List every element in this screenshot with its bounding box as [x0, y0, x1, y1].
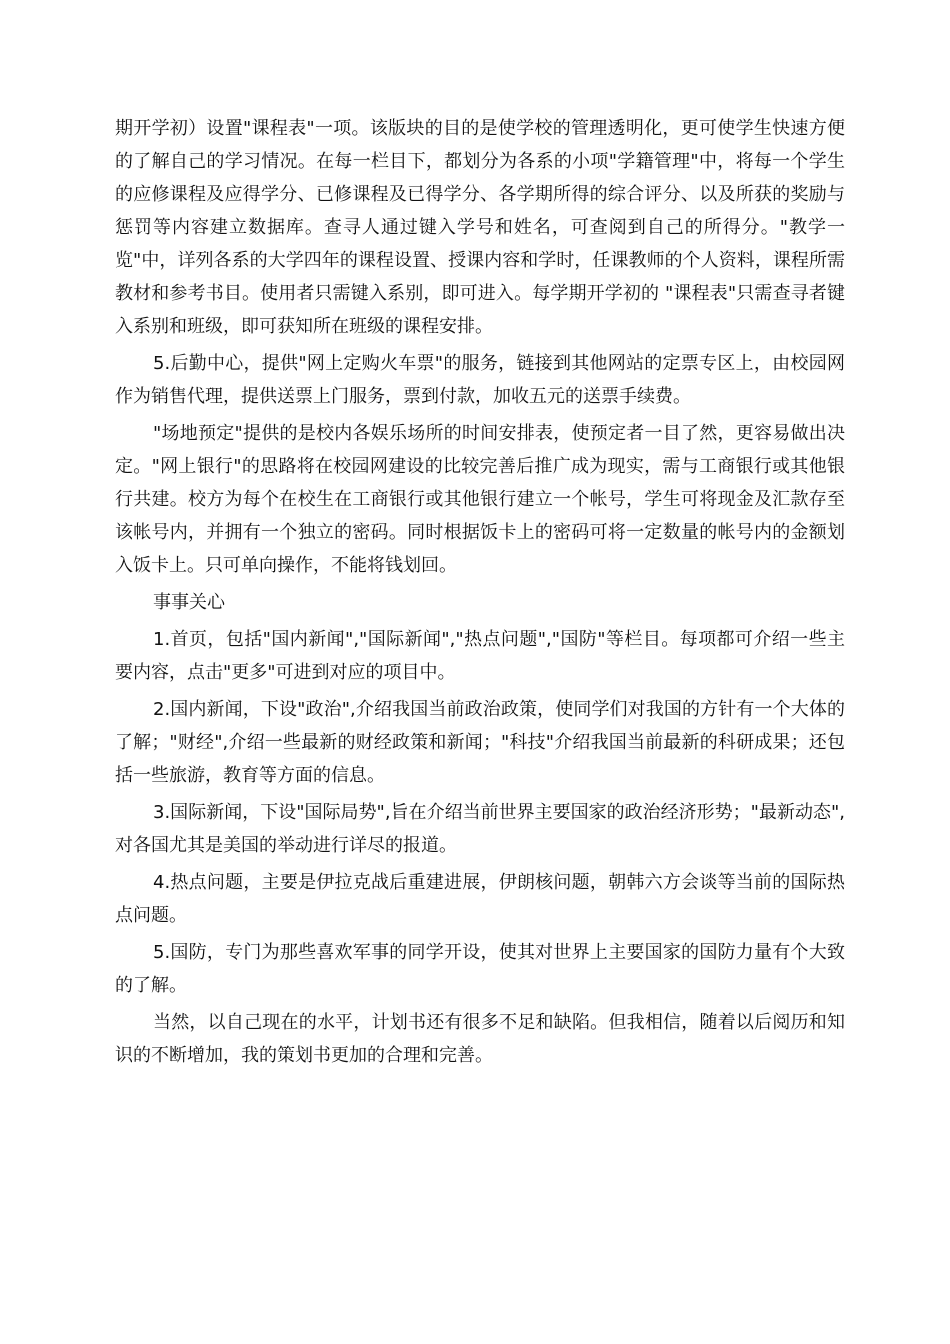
- paragraph-home-page: 1.首页，包括"国内新闻","国际新闻","热点问题","国防"等栏目。每项都可介绍一些主要内容，点击"更多"可进到对应的项目中。: [115, 629, 845, 683]
- paragraph-hot-topics: 4.热点问题，主要是伊拉克战后重建进展，伊朗核问题，朝韩六方会谈等当前的国际热点问题。: [115, 872, 845, 926]
- paragraph-international-news: 3.国际新闻，下设"国际局势",旨在介绍当前世界主要国家的政治经济形势；"最新动态",对各国尤其是美国的举动进行详尽的报道。: [115, 802, 845, 856]
- paragraph-venue-booking-banking: "场地预定"提供的是校内各娱乐场所的时间安排表，使预定者一目了然，更容易做出决定。"网上银行"的思路将在校园网建设的比较完善后推广成为现实，需与工商银行或其他银行共建。校方为每个在校生在工商银行或其他银行建立一个帐号，学生可将现金及汇款存至该帐号内，并拥有一个独立的密码。同时根据饭卡上的密码可将一定数量的帐号内的金额划入饭卡上。只可单向操作，不能将钱划回。: [115, 423, 845, 576]
- paragraph-domestic-news: 2.国内新闻，下设"政治",介绍我国当前政治政策，使同学们对我国的方针有一个大体的了解；"财经",介绍一些最新的财经政策和新闻；"科技"介绍我国当前最新的科研成果；还包括一些旅游，教育等方面的信息。: [115, 699, 845, 786]
- paragraph-logistics-center: 5.后勤中心，提供"网上定购火车票"的服务，链接到其他网站的定票专区上，由校园网作为销售代理，提供送票上门服务，票到付款，加收五元的送票手续费。: [115, 353, 845, 407]
- paragraph-conclusion: 当然，以自己现在的水平，计划书还有很多不足和缺陷。但我相信，随着以后阅历和知识的不断增加，我的策划书更加的合理和完善。: [115, 1012, 845, 1066]
- paragraph-national-defense: 5.国防，专门为那些喜欢军事的同学开设，使其对世界上主要国家的国防力量有个大致的了解。: [115, 942, 845, 996]
- document-body: [115, 112, 845, 1076]
- section-heading-current-affairs: 事事关心: [153, 592, 225, 613]
- paragraph-course-schedule: 期开学初）设置"课程表"一项。该版块的目的是使学校的管理透明化，更可使学生快速方便的了解自己的学习情况。在每一栏目下，都划分为各系的小项"学籍管理"中，将每一个学生的应修课程及应得学分、已修课程及已得学分、各学期所得的综合评分、以及所获的奖励与惩罚等内容建立数据库。查寻人通过键入学号和姓名，可查阅到自己的所得分。"教学一览"中，详列各系的大学四年的课程设置、授课内容和学时，任课教师的个人资料，课程所需教材和参考书目。使用者只需键入系别，即可进入。每学期开学初的 "课程表"只需查寻者键入系别和班级，即可获知所在班级的课程安排。: [115, 118, 845, 337]
